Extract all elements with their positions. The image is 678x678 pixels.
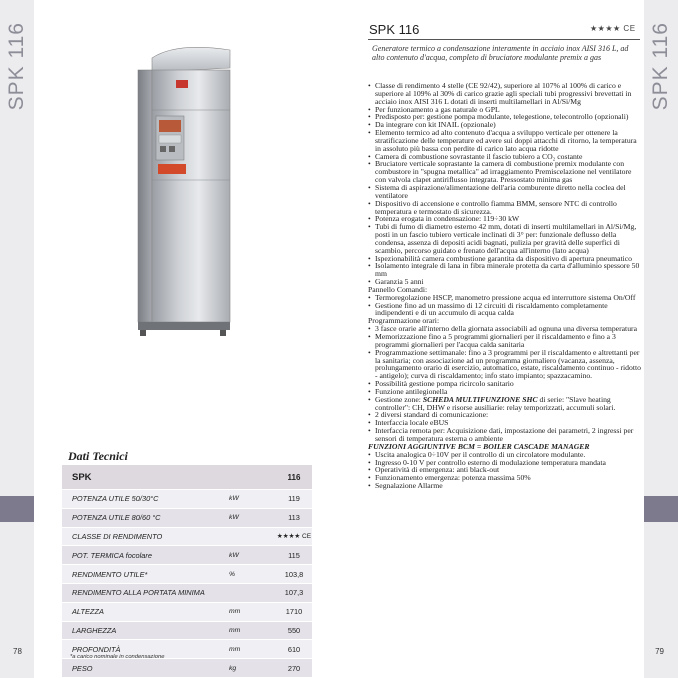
specs-footnote: *a carico nominale in condensazione [70, 654, 165, 660]
zone-board-name: SCHEDA MULTIFUNZIONE SHC [422, 394, 538, 404]
list-item: • Gestione fino ad un massimo di 12 circuiti di riscaldamento completamente indipendenti e di un accumulo di acqua calda [368, 302, 641, 318]
list-item: • Tubi di fumo di diametro esterno 42 mm, dotati di inserti multilamellari in Al/Si/Mg, posti in un fascio tubiero verticale inclinati di 3° per: funzionale deflusso della condensa, assenza di depositi acidi bagnati, pulizia per gravità delle superfici di scambio, percorso guidato e frenato dell'acqua all'interno (lato acqua) [368, 223, 641, 254]
list-item: • Operatività di emergenza: anti black-out [368, 466, 641, 474]
schedule-heading: Programmazione orari: [368, 316, 440, 326]
table-row: POT. TERMICA focolare kW 115 [62, 546, 312, 565]
side-model-title: SPK 116 [649, 22, 672, 111]
side-model-title: SPK 116 [5, 22, 28, 111]
list-item [368, 396, 641, 412]
list-item: • Predisposto per: gestione pompa modulante, telegestione, telecontrollo (opzionali) [368, 113, 641, 121]
table-row: CLASSE DI RENDIMENTO ★★★★ CE [62, 527, 312, 546]
left-side-tab [0, 0, 34, 678]
specs-table [62, 465, 312, 678]
page-title: SPK 116 [369, 22, 420, 37]
list-item: • Interfaccia remota per: Acquisizione dati, impostazione dei parametri, 2 ingressi per sensori di temperatura esterna o ambiente [368, 427, 641, 443]
list-item: • Termoregolazione HSCP, manometro pressione acqua ed interruttore sistema On/Off [368, 294, 641, 302]
list-item: • Funzione antilegionella [368, 388, 641, 396]
list-item: • Ingresso 0-10 V per controllo esterno di modulazione temperatura mandata [368, 459, 641, 467]
list-item: • Per funzionamento a gas naturale o GPL [368, 106, 641, 114]
list-item: • Isolamento integrale di lana in fibra minerale protetta da carta d'alluminio spessore 50 mm [368, 262, 641, 278]
list-item: • Elemento termico ad alto contenuto d'acqua a sviluppo verticale per ottenere la stratificazione delle temperature ed avere sui doppi attacchi di ritorno, la temperatura in assoluto più bassa con perdite di carico lato acqua ridotte [368, 129, 641, 153]
list-item: • Uscita analogica 0÷10V per il controllo di un circolatore modulante. [368, 451, 641, 459]
table-row: PESO kg 270 [62, 659, 312, 678]
rating-badge: ★★★★ CE [590, 24, 636, 33]
table-row: LARGHEZZA mm 550 [62, 621, 312, 640]
list-item: • Sistema di aspirazione/alimentazione dell'aria comburente diretto nella coclea del ventilatore [368, 184, 641, 200]
list-item: • 2 diversi standard di comunicazione: [368, 411, 641, 419]
list-item: • Programmazione settimanale: fino a 3 programmi per il riscaldamento e altrettanti per la sanitaria; con associazione ad un programma giornaliero (vacanza, assenza, prolungamento orario di esercizio, automatico, estate, riscaldamento continuo - ridotto - antigelo); curva di riscaldamento; info stato impianto; spazzacamino. [368, 349, 641, 380]
product-intro: Generatore termico a condensazione interamente in acciaio inox AISI 316 L, ad alto contenuto d'acqua, completo di bruciatore modulante premix a gas [372, 44, 629, 63]
table-row: ALTEZZA mm 1710 [62, 602, 312, 621]
list-item: • 3 fasce orarie all'interno della giornata associabili ad ognuna una diversa temperatura [368, 325, 641, 333]
table-row: POTENZA UTILE 80/60 °C kW 113 [62, 508, 312, 527]
table-row: PROFONDITÀ mm 610 [62, 640, 312, 659]
accent-bar [644, 496, 678, 522]
list-item: • Da integrare con kit INAIL (opzionale) [368, 121, 641, 129]
list-item: • Possibilità gestione pompa ricircolo sanitario [368, 380, 641, 388]
page-number-left: 78 [13, 647, 22, 656]
table-row: POTENZA UTILE 50/30°C kW 119 [62, 490, 312, 509]
zone-prefix: Gestione zone: [375, 394, 423, 404]
list-item: • Interfaccia locale eBUS [368, 419, 641, 427]
list-item: • Segnalazione Allarme [368, 482, 641, 490]
specs-title: Dati Tecnici [68, 449, 128, 463]
list-item: • Potenza erogata in condensazione: 119÷30 kW [368, 215, 641, 223]
list-item: • Dispositivo di accensione e controllo fiamma BMM, sensore NTC di controllo temperatura e termostato di sicurezza. [368, 200, 641, 216]
list-item: • Garanzia 5 anni [368, 278, 641, 286]
list-item: • Classe di rendimento 4 stelle (CE 92/42), superiore al 107% al 100% di carico e superiore al 109% al 30% di carico grazie agli speciali tubi progressivi brevettati in acciaio inox AISI 316 L dotati di inserti multilamellari in Al/Si/Mg [368, 82, 641, 106]
list-item: • Funzionamento emergenza: potenza massima 50% [368, 474, 641, 482]
specs-header-value: 116 [276, 465, 312, 490]
feature-list [368, 82, 641, 490]
list-item: • Bruciatore verticale soprastante la camera di combustione premix modulante con combustore in "spugna metallica" ad irraggiamento Premiscelazione nel ventilatore con valvola clapet antiriflusso integrata. Pressostato minima gas [368, 160, 641, 184]
list-item: • Memorizzazione fino a 5 programmi giornalieri per il riscaldamento e fino a 3 programmi giornalieri per l'acqua calda sanitaria [368, 333, 641, 349]
zone-suffix: di serie: "Slave heating controller": CH, DHW e risorse ausiliarie: relay temporizzati, accumuli solari. [375, 394, 616, 412]
page-number-right: 79 [655, 647, 664, 656]
title-divider [368, 39, 640, 40]
right-side-tab [644, 0, 678, 678]
specs-header-label: SPK [62, 465, 276, 490]
list-item: • Ispezionabilità camera combustione garantita da dispositivo di apertura pneumatico [368, 255, 641, 263]
extra-functions-heading: FUNZIONI AGGIUNTIVE BCM = BOILER CASCADE MANAGER [368, 441, 590, 451]
table-row: RENDIMENTO ALLA PORTATA MINIMA 107,3 [62, 583, 312, 602]
list-item: • Camera di combustione sovrastante il fascio tubiero a CO₂ costante [368, 153, 641, 161]
accent-bar [0, 496, 34, 522]
table-row: RENDIMENTO UTILE* % 103,8 [62, 565, 312, 584]
boiler-image [132, 40, 234, 338]
panel-heading: Pannello Comandi: [368, 284, 428, 294]
